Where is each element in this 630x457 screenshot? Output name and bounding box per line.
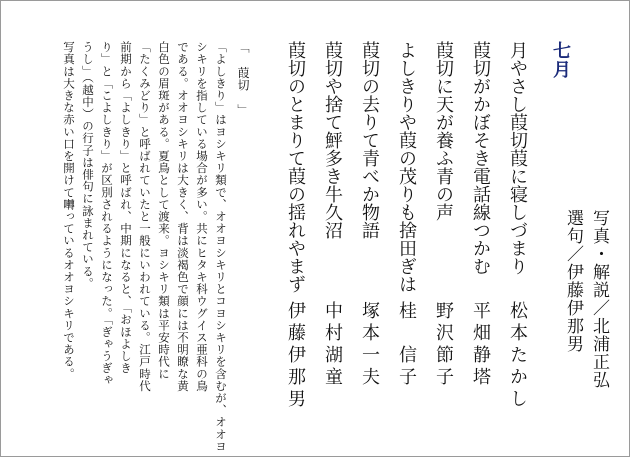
note-line: 「よしきり」はヨシキリ類で、オオヨシキリとコヨシキリを含むが、オオヨ	[214, 41, 228, 453]
haiku-author: 桂 信子	[396, 301, 417, 389]
note-line: である。オオヨシキリは大きく、背は淡褐色で顔には不明瞭な黄	[176, 41, 190, 392]
haiku-poem: 月やさし葭切葭に寝しづまり	[507, 41, 528, 275]
haiku-author: 中村湖童	[322, 301, 343, 389]
haiku-poem: 葭切の去りて青べか物語	[359, 41, 380, 239]
haiku-author: 松本たかし	[507, 301, 528, 411]
note-line: 前期から「よしきり」と呼ばれ、中期になると、「おほよしき	[119, 41, 133, 375]
note-line: 白色の眉斑がある。夏鳥として渡来。ヨシキリ類は平安時代に	[157, 41, 171, 380]
haiku-author: 塚本一夫	[359, 301, 380, 389]
haiku-author: 伊藤伊那男	[285, 301, 306, 411]
haiku-author: 平畑静塔	[470, 301, 491, 389]
note-line: り」と「こよしきり」が区別されるようになった。「ぎゃうぎゃ	[100, 41, 114, 387]
note-line: 「たくみどり」と呼ばれていたと一般にいわれている。江戸時代	[138, 41, 152, 392]
note-line: シキリを指している場合が多い。共にヒタキ科ウグイス亜科の鳥	[195, 41, 209, 392]
credit-selection: 選句／伊藤伊那男	[563, 209, 583, 353]
haiku-poem: よしきりや葭の茂りも捨田ぎは	[396, 41, 417, 293]
credit-photo-commentary: 写真･解説／北浦正弘	[589, 209, 609, 389]
month-heading: 七月	[550, 41, 571, 79]
haiku-poem: 葭切に天が養ふ青の声	[433, 41, 454, 221]
haiku-poem: 葭切のとまりて葭の揺れやまず	[285, 41, 306, 293]
haiku-poem: 葭切や捨て鮃多き牛久沼	[322, 41, 343, 239]
photo-caption: 写真は大きな赤い口を開けて囀っているオオヨシキリである。	[62, 41, 76, 380]
haiku-poem: 葭切がかぼそき電話線つかむ	[470, 41, 491, 275]
haiku-author: 野沢節子	[433, 301, 454, 389]
note-line: うし」（越中）の行子は俳句に詠まれている。	[81, 41, 95, 290]
note-title: 「 葭切 」	[236, 41, 250, 117]
